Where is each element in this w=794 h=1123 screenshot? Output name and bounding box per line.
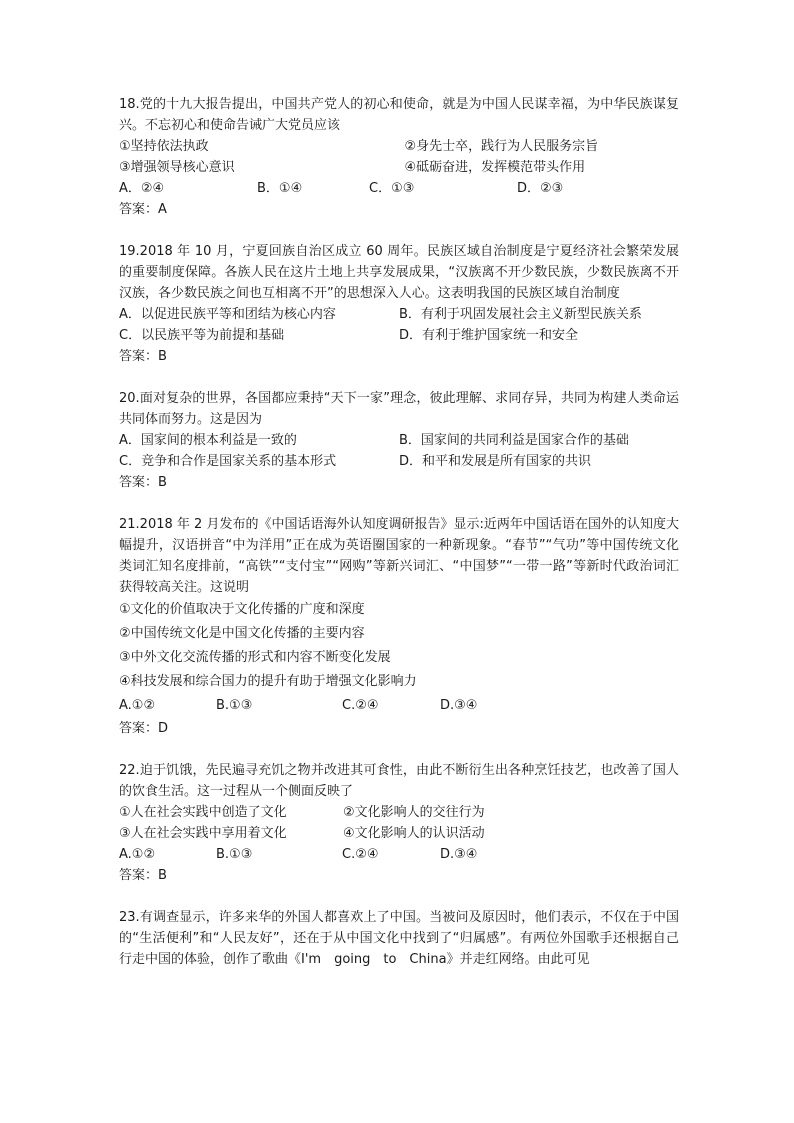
choice: B.①③ bbox=[216, 847, 253, 862]
choice: C．竞争和合作是国家关系的基本形式 bbox=[119, 454, 337, 469]
item: ③增强领导核心意识 bbox=[119, 160, 235, 175]
item: ④科技发展和综合国力的提升有助于增强文化影响力 bbox=[119, 674, 417, 689]
item: ②身先士卒，践行为人民服务宗旨 bbox=[404, 139, 599, 154]
answer: 答案：A bbox=[119, 202, 167, 217]
item: ③中外文化交流传播的形式和内容不断变化发展 bbox=[119, 650, 391, 665]
choice: C.②④ bbox=[342, 847, 379, 862]
choice: A.①② bbox=[119, 847, 156, 862]
question-stem: 23.有调查显示，许多来华的外国人都喜欢上了中国。当被问及原因时，他们表示，不仅在于中国的“生活便利”和“人民友好”，还在于从中国文化中找到了“归属感”。有两位外国歌手还根据自己行走中国的体验，创作了歌曲《I'm going to China》并走红网络。由此可见 bbox=[119, 910, 679, 967]
choice: C．以民族平等为前提和基础 bbox=[119, 328, 285, 343]
item: ①坚持依法执政 bbox=[119, 139, 209, 154]
choice-row bbox=[119, 844, 679, 865]
choice: B.①③ bbox=[216, 698, 253, 713]
question-22 bbox=[119, 760, 679, 886]
question-stem: 18.党的十九大报告提出，中国共产党人的初心和使命，就是为中国人民谋幸福，为中华民族谋复兴。不忘初心和使命告诫广大党员应该 bbox=[119, 97, 679, 133]
item: ③人在社会实践中享用着文化 bbox=[119, 826, 287, 841]
document-page bbox=[119, 94, 679, 970]
question-19 bbox=[119, 241, 679, 367]
answer: 答案：B bbox=[119, 475, 167, 490]
item: ②文化影响人的交往行为 bbox=[343, 805, 485, 820]
choice: D．②③ bbox=[517, 181, 564, 196]
choice: A．以促进民族平等和团结为核心内容 bbox=[119, 307, 336, 322]
choice: C.②④ bbox=[342, 698, 379, 713]
choice-row bbox=[119, 694, 679, 718]
question-stem: 21.2018 年 2 月发布的《中国话语海外认知度调研报告》显示:近两年中国话语在国外的认知度大幅提升，汉语拼音“中为洋用”正在成为英语圈国家的一种新现象。“春节”“气功”等中国传统文化类词汇知名度排前，“高铁”“支付宝”“网购”等新兴词汇、“中国梦”“一带一路”等新时代政治词汇获得较高关注。这说明 bbox=[119, 517, 679, 595]
choice-row bbox=[119, 325, 679, 346]
item-row bbox=[119, 157, 679, 178]
question-stem: 22.迫于饥饿，先民遍寻充饥之物并改进其可食性，由此不断衍生出各种烹饪技艺，也改善了国人的饮食生活。这一过程从一个侧面反映了 bbox=[119, 763, 679, 799]
answer: 答案：B bbox=[119, 349, 167, 364]
question-stem: 19.2018 年 10 月，宁夏回族自治区成立 60 周年。民族区域自治制度是宁夏经济社会繁荣发展的重要制度保障。各族人民在这片土地上共享发展成果，“汉族离不开少数民族，少数民族离不开汉族，各少数民族之间也互相离不开”的思想深入人心。这表明我国的民族区域自治制度 bbox=[119, 244, 679, 301]
choice-row bbox=[119, 451, 679, 472]
choice: D．有利于维护国家统一和安全 bbox=[399, 328, 579, 343]
item-row bbox=[119, 802, 679, 823]
choice: A．②④ bbox=[119, 181, 165, 196]
choice-row bbox=[119, 304, 679, 325]
item: ④文化影响人的认识活动 bbox=[343, 826, 485, 841]
choice-row bbox=[119, 430, 679, 451]
choice: A．国家间的根本利益是一致的 bbox=[119, 433, 297, 448]
question-23 bbox=[119, 907, 679, 970]
choice: A.①② bbox=[119, 698, 156, 713]
answer: 答案：B bbox=[119, 868, 167, 883]
choice: D．和平和发展是所有国家的共识 bbox=[399, 454, 592, 469]
item: ①人在社会实践中创造了文化 bbox=[119, 805, 287, 820]
item: ④砥砺奋进，发挥模范带头作用 bbox=[404, 160, 586, 175]
choice: B．有利于巩固发展社会主义新型民族关系 bbox=[399, 307, 642, 322]
item-row bbox=[119, 136, 679, 157]
item: ②中国传统文化是中国文化传播的主要内容 bbox=[119, 626, 365, 641]
choice: D.③④ bbox=[440, 698, 478, 713]
choice: B．①④ bbox=[257, 181, 303, 196]
choice: C．①③ bbox=[369, 181, 415, 196]
item: ①文化的价值取决于文化传播的广度和深度 bbox=[119, 602, 365, 617]
item-row bbox=[119, 823, 679, 844]
question-20 bbox=[119, 388, 679, 493]
choice: B．国家间的共同利益是国家合作的基础 bbox=[399, 433, 629, 448]
question-21 bbox=[119, 514, 679, 739]
choice-row bbox=[119, 178, 679, 199]
answer: 答案：D bbox=[119, 721, 169, 736]
question-18 bbox=[119, 94, 679, 220]
question-stem: 20.面对复杂的世界，各国都应秉持“天下一家”理念，彼此理解、求同存异，共同为构建人类命运共同体而努力。这是因为 bbox=[119, 391, 679, 427]
choice: D.③④ bbox=[440, 847, 478, 862]
